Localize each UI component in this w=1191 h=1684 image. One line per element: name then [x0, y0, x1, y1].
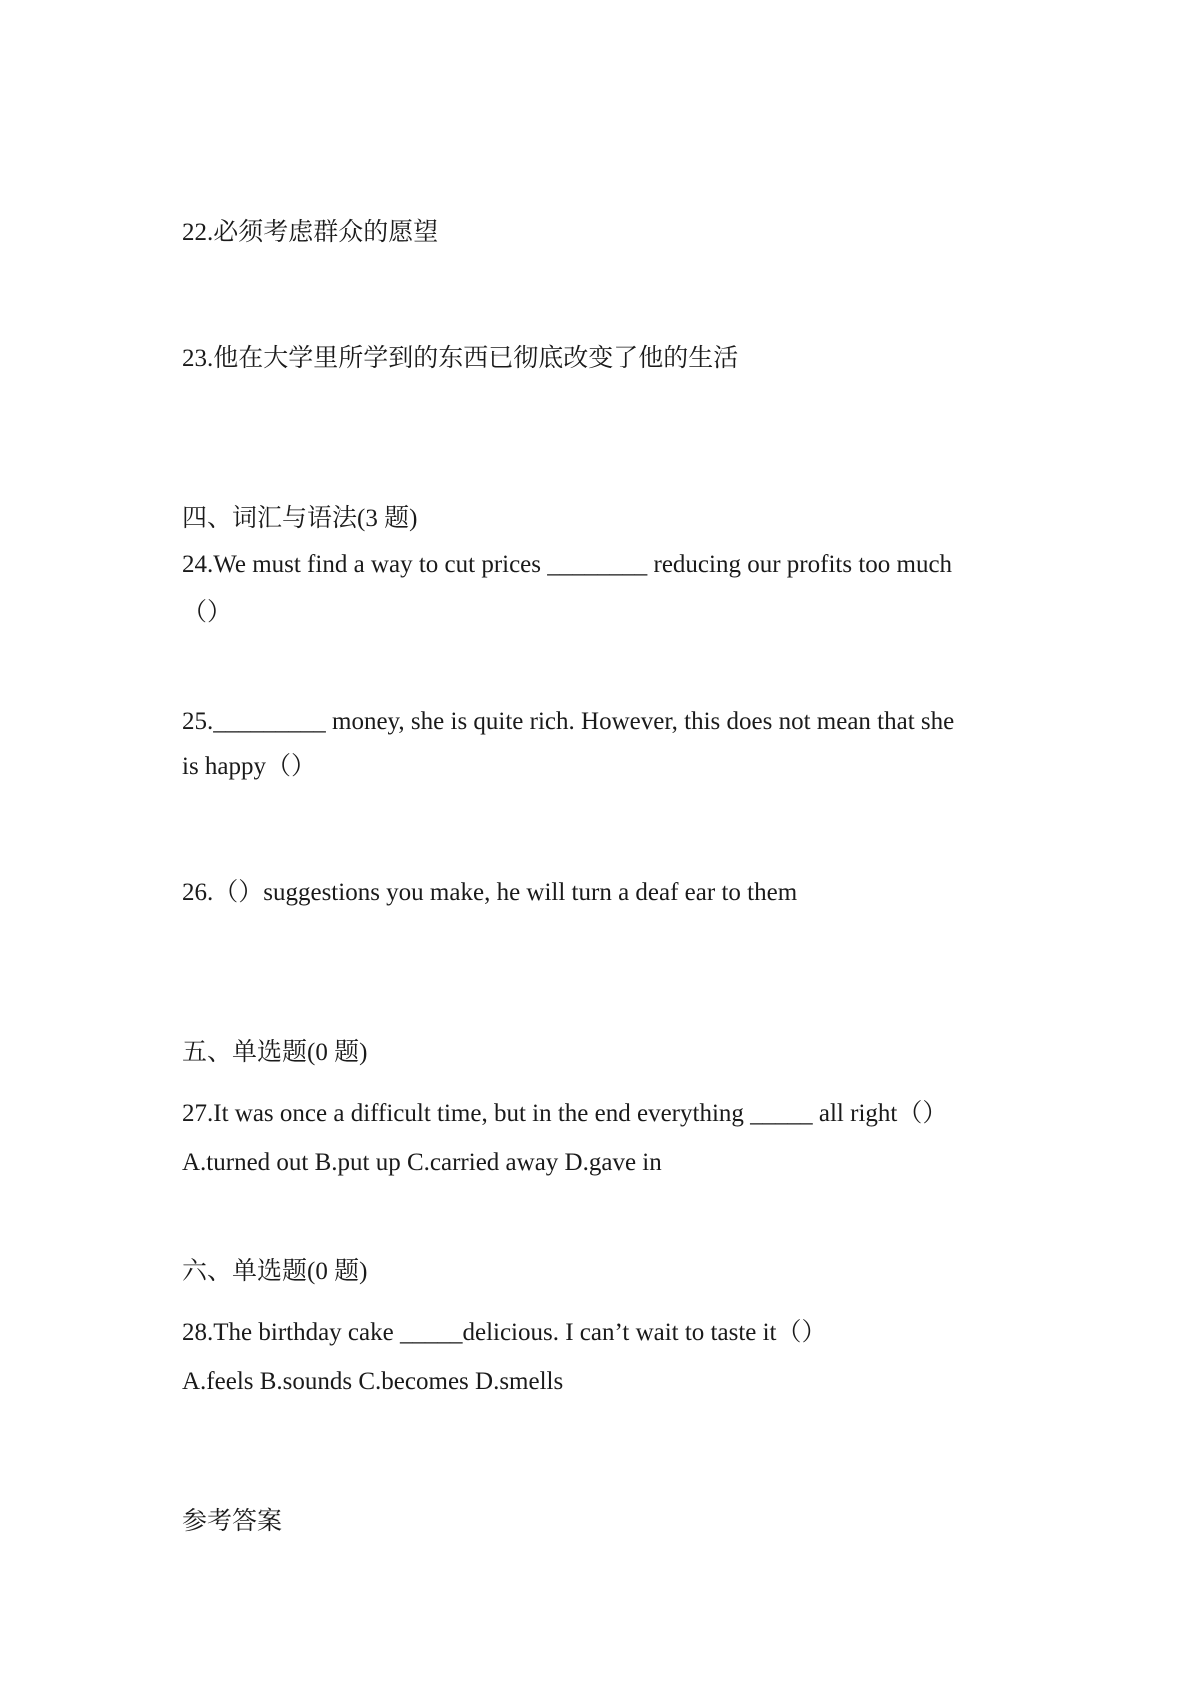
section-heading-single-choice-6: 六、单选题(0 题): [182, 1258, 368, 1285]
question-22: 22.必须考虑群众的愿望: [182, 219, 439, 246]
question-28: 28.The birthday cake _____delicious. I can’t wait to taste it（）: [182, 1319, 827, 1346]
section-heading-vocab-grammar: 四、词汇与语法(3 题): [182, 505, 418, 532]
question-25: 25._________ money, she is quite rich. However, this does not mean that she: [182, 708, 955, 735]
answers-heading: 参考答案: [182, 1508, 283, 1535]
question-27: 27.It was once a difficult time, but in the end everything _____ all right（）: [182, 1100, 948, 1127]
question-24: 24.We must find a way to cut prices ________ reducing our profits too much: [182, 551, 953, 578]
question-27-options: A.turned out B.put up C.carried away D.gave in: [182, 1149, 662, 1176]
question-28-options: A.feels B.sounds C.becomes D.smells: [182, 1368, 564, 1395]
section-heading-single-choice-5: 五、单选题(0 题): [182, 1039, 368, 1066]
question-23: 23.他在大学里所学到的东西已彻底改变了他的生活: [182, 345, 739, 372]
question-26: 26.（）suggestions you make, he will turn a deaf ear to them: [182, 879, 798, 906]
question-25-continuation: is happy（）: [182, 753, 317, 780]
question-24-continuation: （）: [182, 599, 233, 626]
